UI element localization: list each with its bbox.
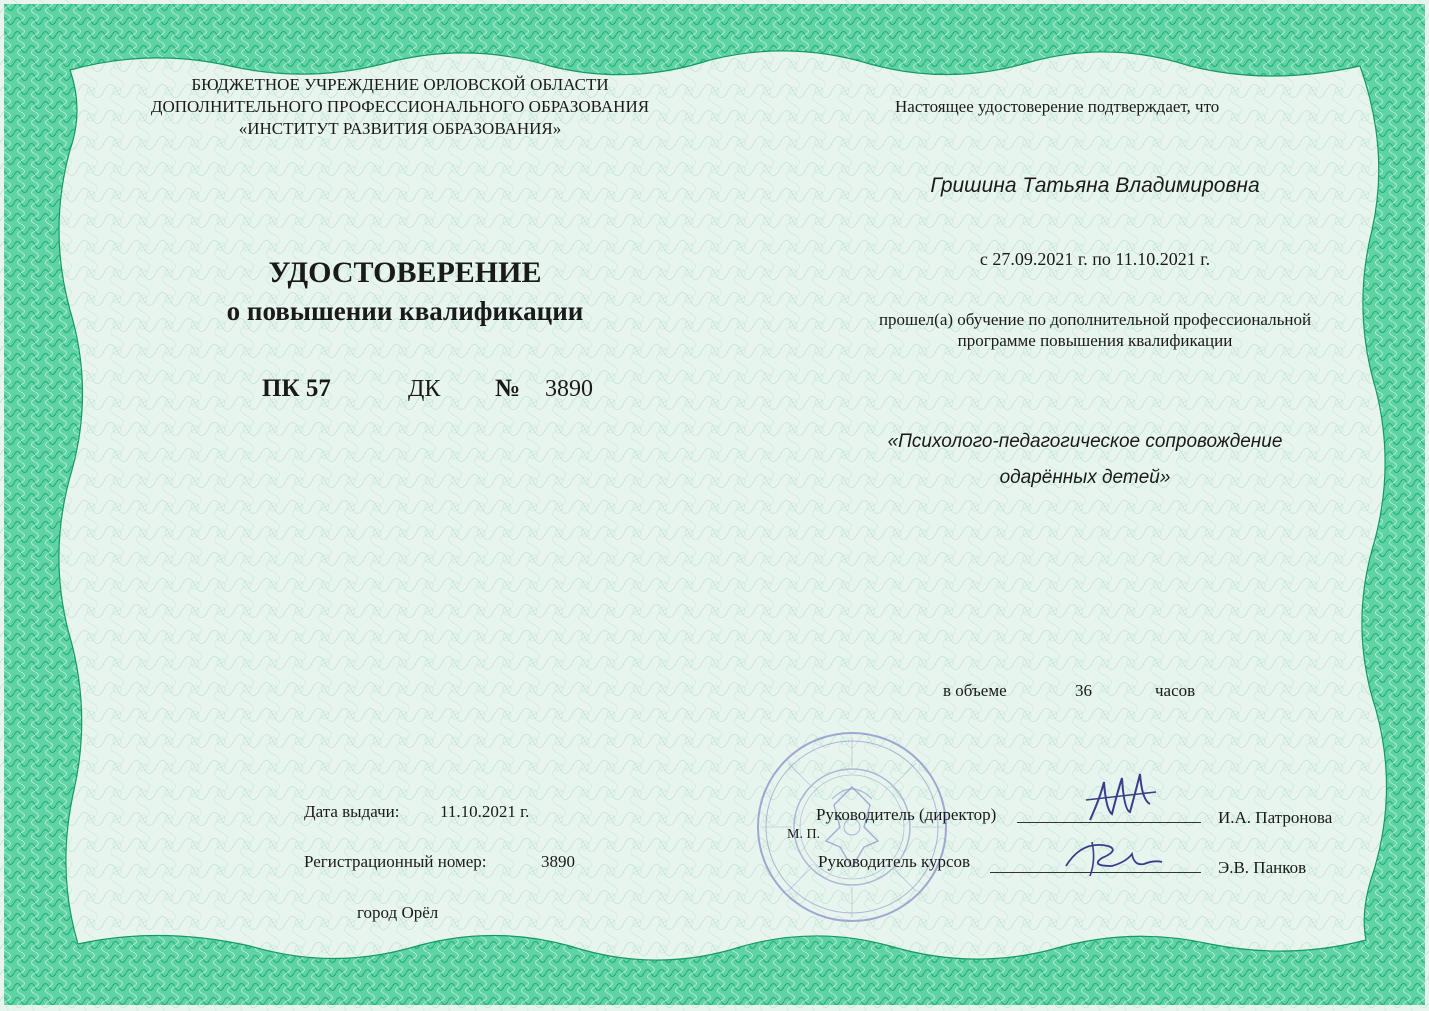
certificate-title: УДОСТОВЕРЕНИЕ: [268, 256, 542, 289]
volume-unit: часов: [1155, 681, 1196, 700]
series-pk: ПК 57: [262, 375, 331, 402]
round-seal-icon: [752, 727, 952, 927]
course-line-2: одарённых детей»: [999, 467, 1171, 488]
institution-line-2: ДОПОЛНИТЕЛЬНОГО ПРОФЕССИОНАЛЬНОГО ОБРАЗОВАНИЯ: [150, 97, 650, 116]
issue-date-value: 11.10.2021 г.: [440, 802, 530, 821]
issue-date-label: Дата выдачи:: [304, 802, 400, 821]
number-sign: №: [495, 375, 521, 402]
reg-number-value: 3890: [541, 852, 575, 871]
course-line-1: «Психолого-педагогическое сопровождение: [887, 431, 1283, 452]
signature-icon: [1062, 836, 1168, 880]
certificate-number: 3890: [545, 376, 593, 402]
reg-number-label: Регистрационный номер:: [304, 852, 487, 871]
institution-line-1: БЮДЖЕТНОЕ УЧРЕЖДЕНИЕ ОРЛОВСКОЙ ОБЛАСТИ: [191, 75, 609, 94]
institution-line-3: «ИНСТИТУТ РАЗВИТИЯ ОБРАЗОВАНИЯ»: [238, 119, 562, 138]
person-name: Гришина Татьяна Владимировна: [930, 174, 1260, 197]
confirmation-intro: Настоящее удостоверение подтверждает, что: [895, 97, 1220, 116]
series-dk: ДК: [408, 376, 441, 402]
volume-hours: 36: [1075, 681, 1092, 700]
program-line-1: прошел(а) обучение по дополнительной профессиональной: [878, 310, 1312, 329]
stamp-place-label: М. П.: [787, 827, 821, 842]
director-label: Руководитель (директор): [816, 805, 997, 824]
city: город Орёл: [357, 903, 439, 922]
program-line-2: программе повышения квалификации: [957, 331, 1233, 350]
courses-head-label: Руководитель курсов: [818, 852, 971, 871]
program-description: [800, 309, 1390, 351]
course-title: [820, 424, 1350, 496]
training-period: с 27.09.2021 г. по 11.10.2021 г.: [979, 249, 1211, 269]
signature-icon: [1082, 770, 1162, 830]
courses-head-name: Э.В. Панков: [1218, 858, 1307, 877]
director-name: И.А. Патронова: [1218, 808, 1333, 827]
certificate-subtitle: о повышении квалификации: [226, 296, 584, 326]
institution-name: [100, 74, 700, 140]
volume-label: в объеме: [943, 681, 1007, 700]
